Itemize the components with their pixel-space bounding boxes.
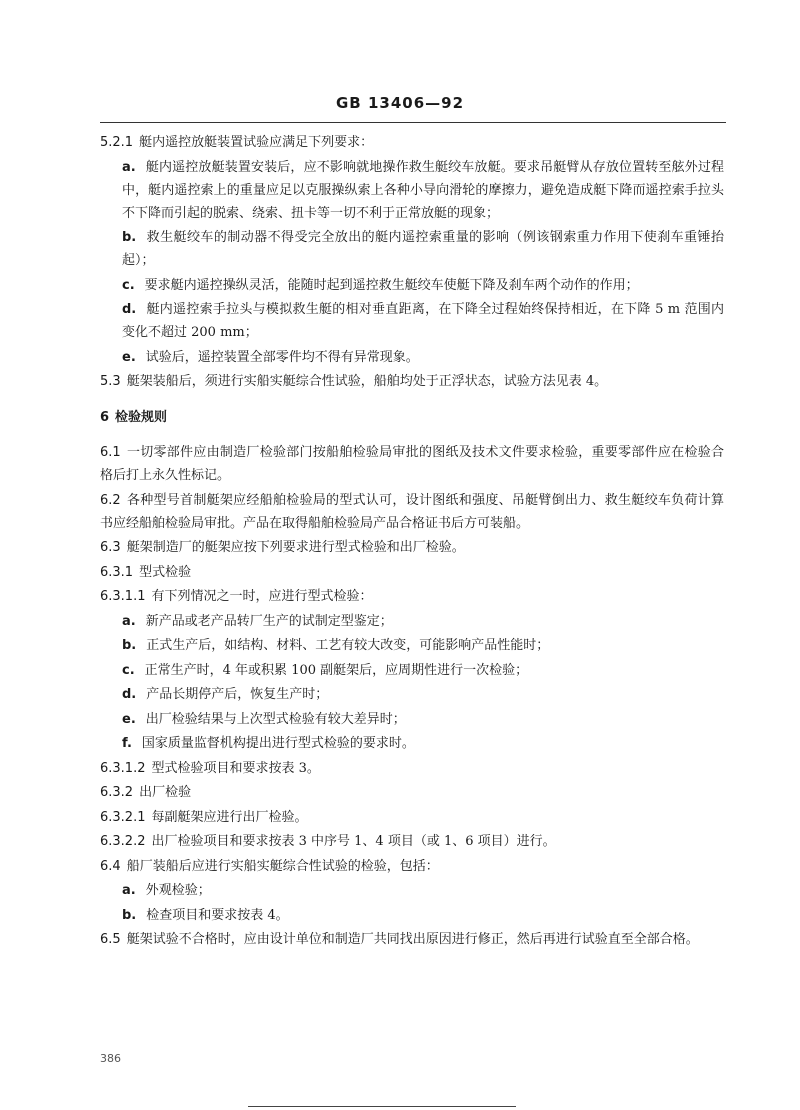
page-number: 386: [100, 1052, 121, 1065]
clause-number: 6.3: [100, 540, 121, 555]
clause-number: 5.2.1: [100, 135, 134, 150]
clause-number: 6.3.2.2: [100, 834, 146, 849]
clause-6-3-1-1: [100, 585, 724, 608]
paragraph-text: 试验后，遥控装置全部零件均不得有异常现象。: [145, 349, 419, 365]
paragraph-text: 艇内遥控放艇装置安装后，应不影响就地操作救生艇绞车放艇。要求吊艇臂从存放位置转至舷外过程中，艇内遥控索上的重量应足以克服操纵索上各种小导向滑轮的摩擦力，避免造成艇下降而遥控索手拉头不下降而引起的脱索、绕索、扭卡等一切不利于正常放艇的现象；: [122, 159, 724, 221]
list-item-6-3-1-1c: [100, 659, 724, 682]
clause-6-3-2-2: [100, 830, 724, 853]
clause-number: 6.5: [100, 932, 121, 947]
clause-number: 6.3.1.1: [100, 589, 146, 604]
clause-number: 6.4: [100, 858, 121, 874]
paragraph-text: 出厂检验: [139, 785, 192, 800]
paragraph-text: 检查项目和要求按表 4。: [146, 907, 289, 923]
paragraph-text: 产品长期停产后，恢复生产时；: [146, 687, 329, 702]
clause-6-3-1-2: [100, 757, 724, 780]
paragraph-text: 外观检验；: [145, 883, 211, 898]
clause-number: 6: [100, 410, 110, 425]
paragraph-text: 各种型号首制艇架应经船舶检验局的型式认可，设计图纸和强度、吊艇臂倒出力、救生艇绞车负荷计算书应经船舶检验局审批。产品在取得船舶检验局产品合格证书后方可装船。: [100, 492, 724, 531]
clause-5-2-1: [100, 131, 724, 154]
item-marker: c.: [122, 662, 135, 678]
clause-6-4: [100, 855, 724, 878]
list-item-5-2-1a: [100, 156, 724, 225]
clause-number: 5.3: [100, 374, 121, 389]
list-item-6-3-1-1e: [100, 708, 724, 731]
paragraph-text: 救生艇绞车的制动器不得受完全放出的艇内遥控索重量的影响（例该钢索重力作用下使刹车重锤抬起）；: [122, 230, 724, 268]
item-marker: c.: [122, 277, 135, 293]
paragraph-text: 正式生产后，如结构、材料、工艺有较大改变，可能影响产品性能时；: [146, 638, 550, 653]
clause-6-1: [100, 441, 724, 487]
item-marker: b.: [122, 907, 137, 923]
clause-number: 6.3.1.2: [100, 760, 146, 776]
clause-6-3-2-1: [100, 806, 724, 829]
standard-number-header: GB 13406—92: [335, 94, 465, 112]
paragraph-text: 艇架装船后，须进行实船实艇综合性试验，船舶均处于正浮状态，试验方法见表 4。: [126, 374, 608, 389]
bottom-rule: [248, 1106, 516, 1107]
paragraph-text: 艇内遥控放艇装置试验应满足下列要求：: [139, 135, 374, 150]
item-marker: e.: [122, 349, 136, 365]
paragraph-text: 新产品或老产品转厂生产的试制定型鉴定；: [145, 613, 393, 629]
item-marker: d.: [122, 687, 137, 702]
item-marker: b.: [122, 230, 137, 245]
paragraph-text: 一切零部件应由制造厂检验部门按船舶检验局审批的图纸及技术文件要求检验，重要零部件应在检验合格后打上永久性标记。: [100, 445, 724, 483]
list-item-6-4b: [100, 904, 724, 927]
item-marker: b.: [122, 638, 137, 653]
clause-5-3: [100, 370, 724, 393]
list-item-5-2-1b: [100, 226, 724, 272]
clause-number: 6.3.2.1: [100, 809, 146, 825]
paragraph-text: 国家质量监督机构提出进行型式检验的要求时。: [141, 736, 415, 751]
paragraph-text: 船厂装船后应进行实船实艇综合性试验的检验，包括：: [126, 858, 439, 874]
paragraph-text: 每副艇架应进行出厂检验。: [151, 809, 308, 825]
clause-number: 6.3.1: [100, 564, 134, 580]
item-marker: a.: [122, 159, 136, 175]
paragraph-text: 正常生产时，4 年或积累 100 副艇架后，应周期性进行一次检验；: [144, 662, 529, 678]
list-item-6-3-1-1d: [100, 683, 724, 706]
paragraph-text: 出厂检验结果与上次型式检验有较大差异时；: [145, 711, 406, 727]
item-marker: e.: [122, 711, 136, 727]
paragraph-text: 有下列情况之一时，应进行型式检验：: [151, 589, 373, 604]
item-marker: f.: [122, 736, 132, 751]
list-item-6-3-1-1b: [100, 634, 724, 657]
clause-number: 6.3.2: [100, 785, 134, 800]
section-heading-6: [100, 406, 724, 429]
item-marker: a.: [122, 613, 136, 629]
paragraph-text: 艇内遥控索手拉头与模拟救生艇的相对垂直距离，在下降全过程始终保持相近，在下降 5 m 范围内变化不超过 200 mm；: [122, 302, 724, 340]
clause-number: 6.2: [100, 492, 121, 508]
clause-6-2: [100, 489, 724, 535]
list-item-5-2-1e: [100, 346, 724, 369]
list-item-6-4a: [100, 879, 724, 902]
clause-6-3-1: [100, 561, 724, 584]
clause-6-3: [100, 536, 724, 559]
list-item-5-2-1d: [100, 298, 724, 344]
clause-6-5: [100, 928, 724, 951]
item-marker: a.: [122, 883, 136, 898]
document-body: [100, 131, 724, 953]
paragraph-text: 出厂检验项目和要求按表 3 中序号 1、4 项目（或 1、6 项目）进行。: [151, 834, 556, 849]
list-item-6-3-1-1f: [100, 732, 724, 755]
paragraph-text: 型式检验项目和要求按表 3。: [151, 760, 320, 776]
header-rule: [100, 122, 726, 123]
clause-number: 6.1: [100, 445, 121, 460]
clause-6-3-2: [100, 781, 724, 804]
item-marker: d.: [122, 302, 137, 317]
paragraph-text: 型式检验: [139, 564, 192, 580]
list-item-5-2-1c: [100, 274, 724, 297]
paragraph-text: 检验规则: [115, 410, 168, 425]
paragraph-text: 要求艇内遥控操纵灵活，能随时起到遥控救生艇绞车使艇下降及刹车两个动作的作用；: [144, 277, 639, 293]
paragraph-text: 艇架制造厂的艇架应按下列要求进行型式检验和出厂检验。: [126, 540, 465, 555]
list-item-6-3-1-1a: [100, 610, 724, 633]
paragraph-text: 艇架试验不合格时，应由设计单位和制造厂共同找出原因进行修正，然后再进行试验直至全部合格。: [126, 932, 699, 947]
